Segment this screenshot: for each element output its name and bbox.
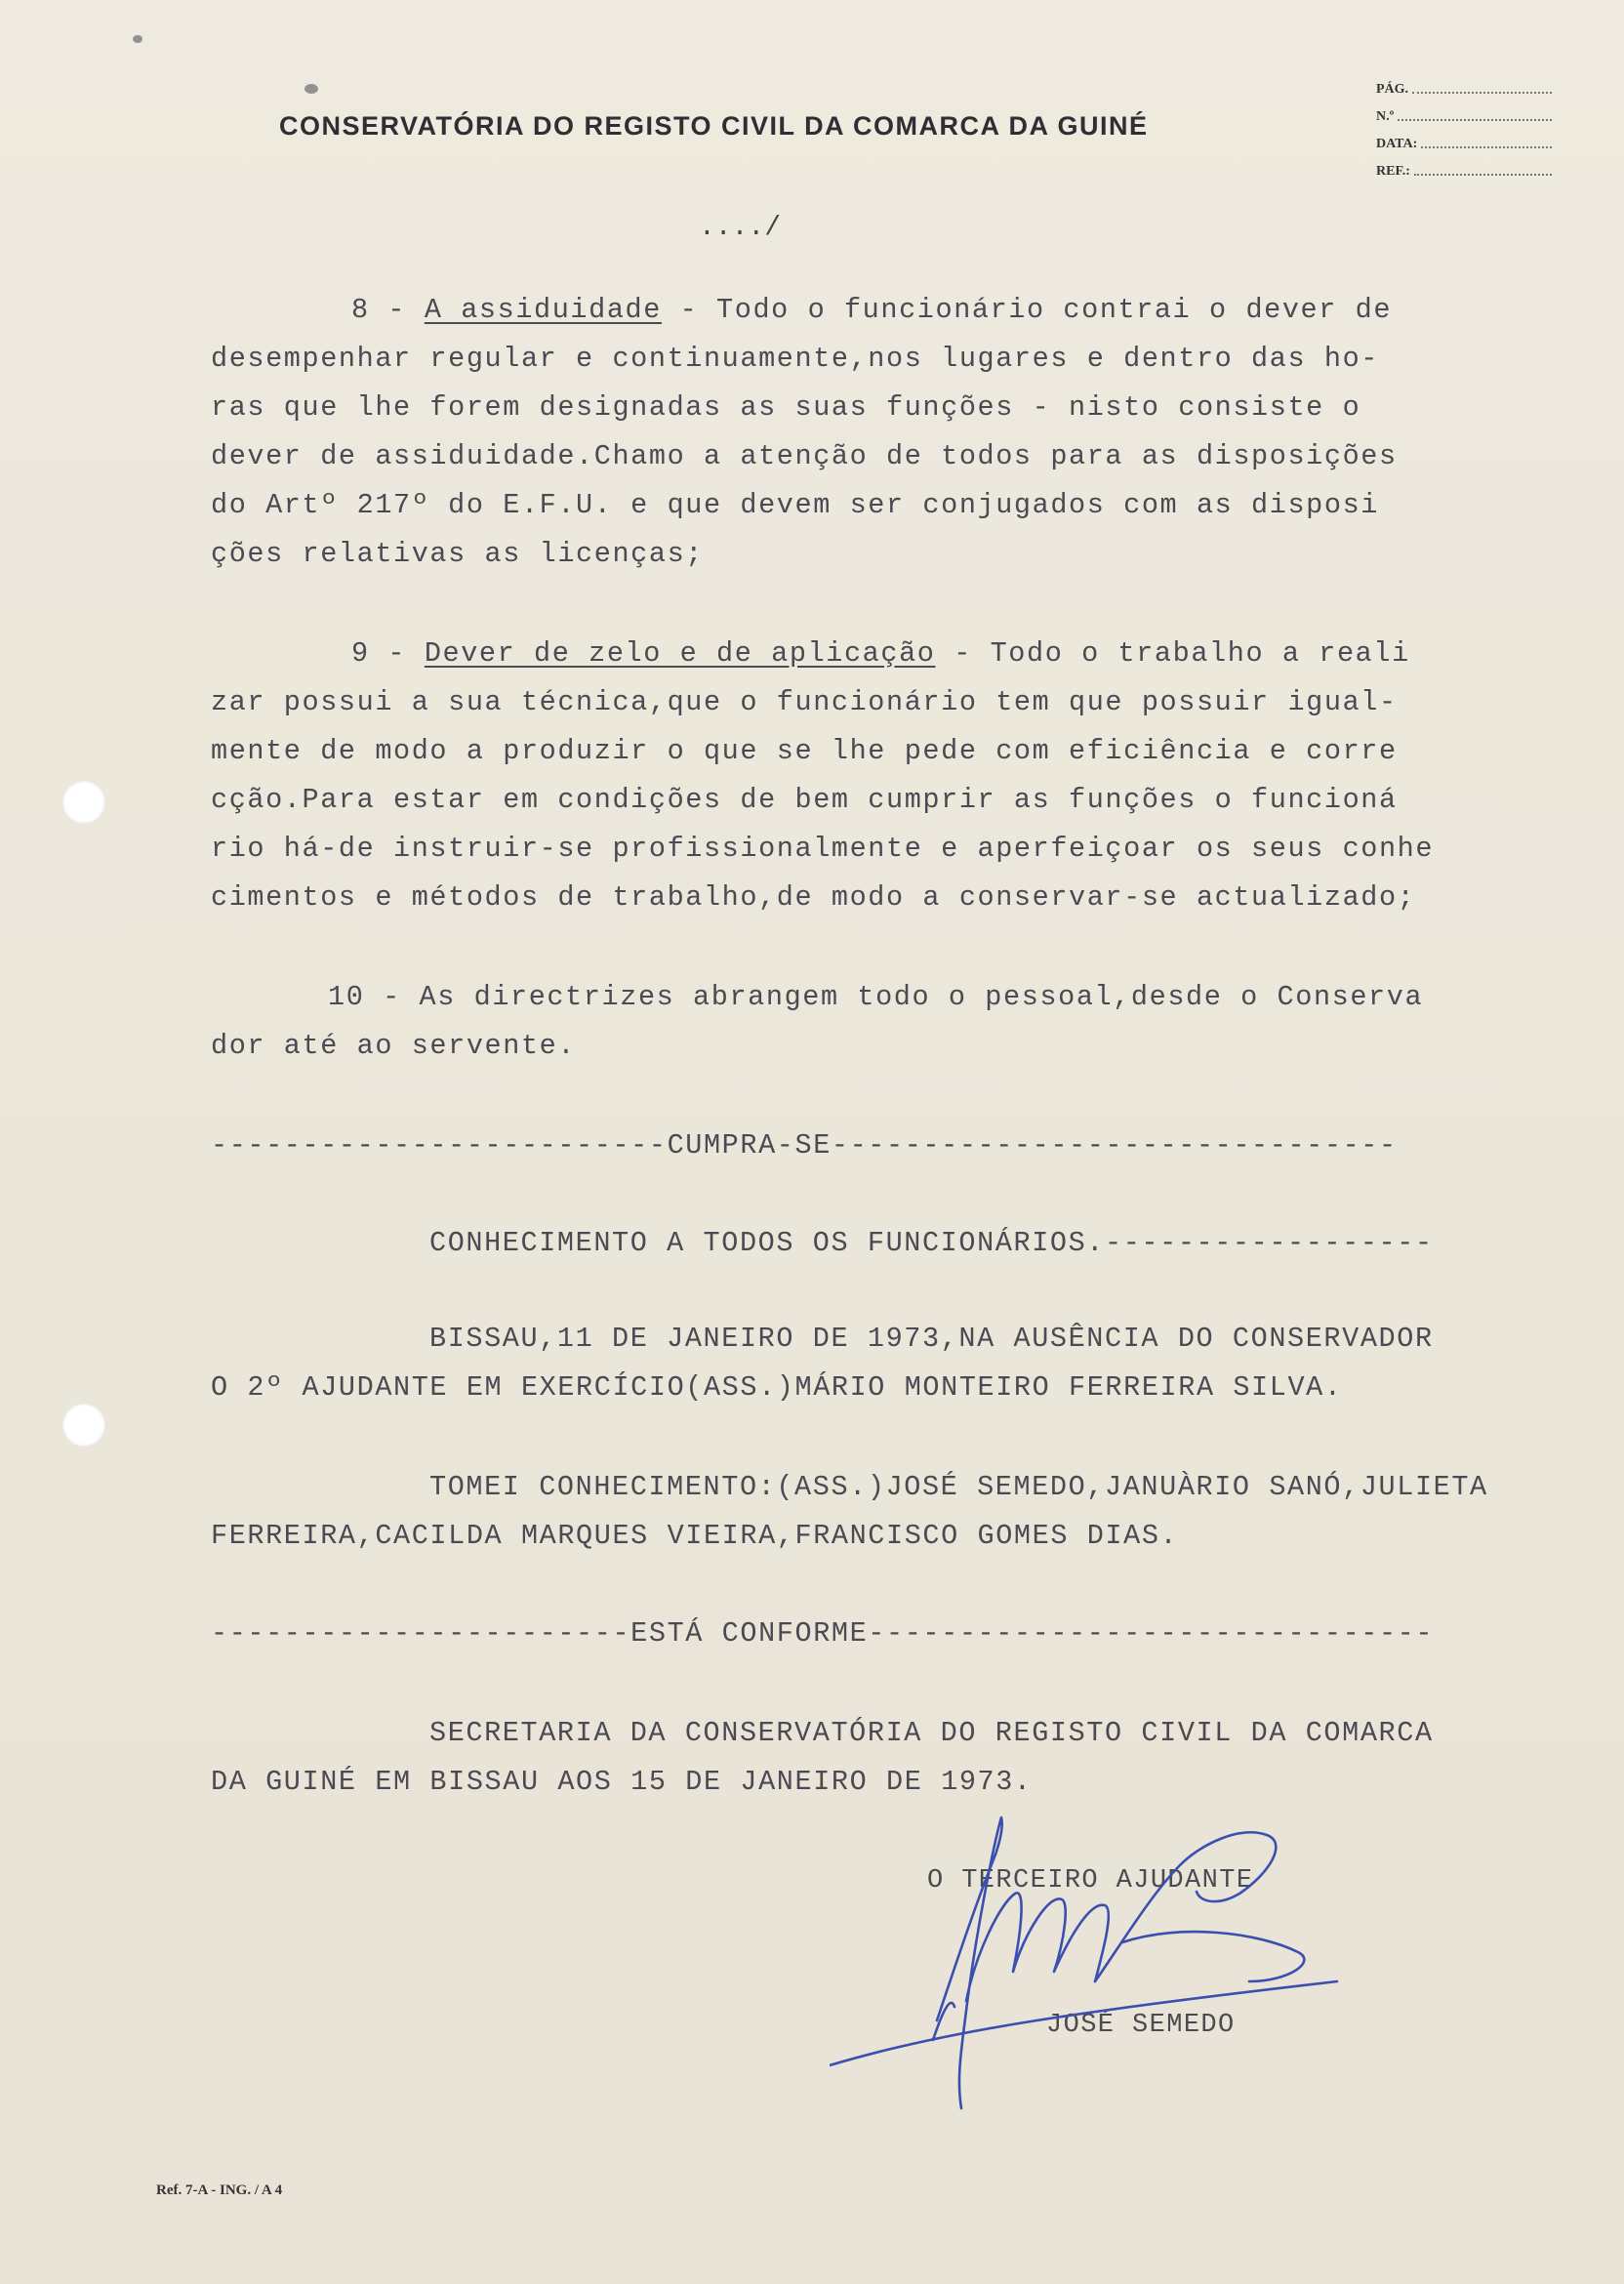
continuation-marker: ..../ [699,213,782,243]
cumpra-se-divider: -------------------------CUMPRA-SE------------------------------- [211,1129,1398,1162]
item8-number: 8 - [351,294,425,326]
ref-row-date [1376,125,1552,152]
tomei-line1: TOMEI CONHECIMENTO:(ASS.)JOSÉ SEMEDO,JANUÀRIO SANÓ,JULIETA [429,1471,1488,1503]
secretaria-line2: DA GUINÉ EM BISSAU AOS 15 DE JANEIRO DE 1973. [211,1766,1033,1798]
ink-smudge [304,84,318,94]
body-line: ras que lhe forem designadas as suas funções - nisto consiste o [211,391,1361,424]
bissau-line1: BISSAU,11 DE JANEIRO DE 1973,NA AUSÊNCIA DO CONSERVADOR [429,1323,1434,1355]
signatory-title: O TERCEIRO AJUDANTE [927,1866,1254,1896]
ref-row-number [1376,98,1552,125]
item9-first-line [351,637,1410,670]
ref-label-number: N.º [1376,109,1395,124]
office-title: CONSERVATÓRIA DO REGISTO CIVIL DA COMARCA DA GUINÉ [279,111,1149,141]
item9-line: zar possui a sua técnica,que o funcionário tem que possuir igual- [211,686,1398,718]
reference-box [1376,70,1552,180]
item8-heading: A assiduidade [424,294,662,326]
item8-rest: - Todo o funcionário contrai o dever de [661,294,1393,326]
ref-row-page [1376,70,1552,98]
ref-label-page: PÁG. [1376,82,1409,97]
punch-hole-top [62,781,105,824]
signatory-name: JOSÉ SEMEDO [1046,2011,1236,2040]
item9-line: cimentos e métodos de trabalho,de modo a conservar-se actualizado; [211,881,1416,914]
ref-row-ref [1376,152,1552,180]
ink-smudge [133,35,142,43]
conhecimento-line: CONHECIMENTO A TODOS OS FUNCIONÁRIOS.------------------ [429,1227,1434,1259]
item9-line: cção.Para estar em condições de bem cumprir as funções o funcioná [211,784,1398,816]
item10-line1: 10 - As directrizes abrangem todo o pessoal,desde o Conserva [328,981,1424,1013]
body-line: desempenhar regular e continuamente,nos lugares e dentro das ho- [211,343,1379,375]
tomei-line2: FERREIRA,CACILDA MARQUES VIEIRA,FRANCISCO GOMES DIAS. [211,1520,1179,1552]
ref-label-ref: REF.: [1376,164,1410,179]
esta-conforme-divider: -----------------------ESTÁ CONFORME------------------------------- [211,1617,1435,1650]
item9-heading: Dever de zelo e de aplicação [424,637,936,670]
bissau-line2: O 2º AJUDANTE EM EXERCÍCIO(ASS.)MÁRIO MONTEIRO FERREIRA SILVA. [211,1371,1343,1404]
item8-first-line [351,294,1393,326]
signature-strokes [830,1817,1337,2108]
handwritten-signature [830,1786,1415,2118]
item9-line: rio há-de instruir-se profissionalmente e aperfeiçoar os seus conhe [211,833,1435,865]
item9-number: 9 - [351,637,425,670]
punch-hole-bottom [62,1404,105,1447]
body-line: dever de assiduidade.Chamo a atenção de todos para as disposições [211,440,1398,472]
item10-line2: dor até ao servente. [211,1030,577,1062]
form-reference: Ref. 7-A - ING. / A 4 [156,2182,283,2198]
item9-rest: - Todo o trabalho a reali [935,637,1410,670]
body-line: ções relativas as licenças; [211,538,704,570]
item9-line: mente de modo a produzir o que se lhe pede com eficiência e corre [211,735,1398,767]
ref-label-date: DATA: [1376,137,1418,151]
body-line: do Artº 217º do E.F.U. e que devem ser conjugados com as disposi [211,489,1379,521]
secretaria-line1: SECRETARIA DA CONSERVATÓRIA DO REGISTO CIVIL DA COMARCA [429,1717,1434,1749]
